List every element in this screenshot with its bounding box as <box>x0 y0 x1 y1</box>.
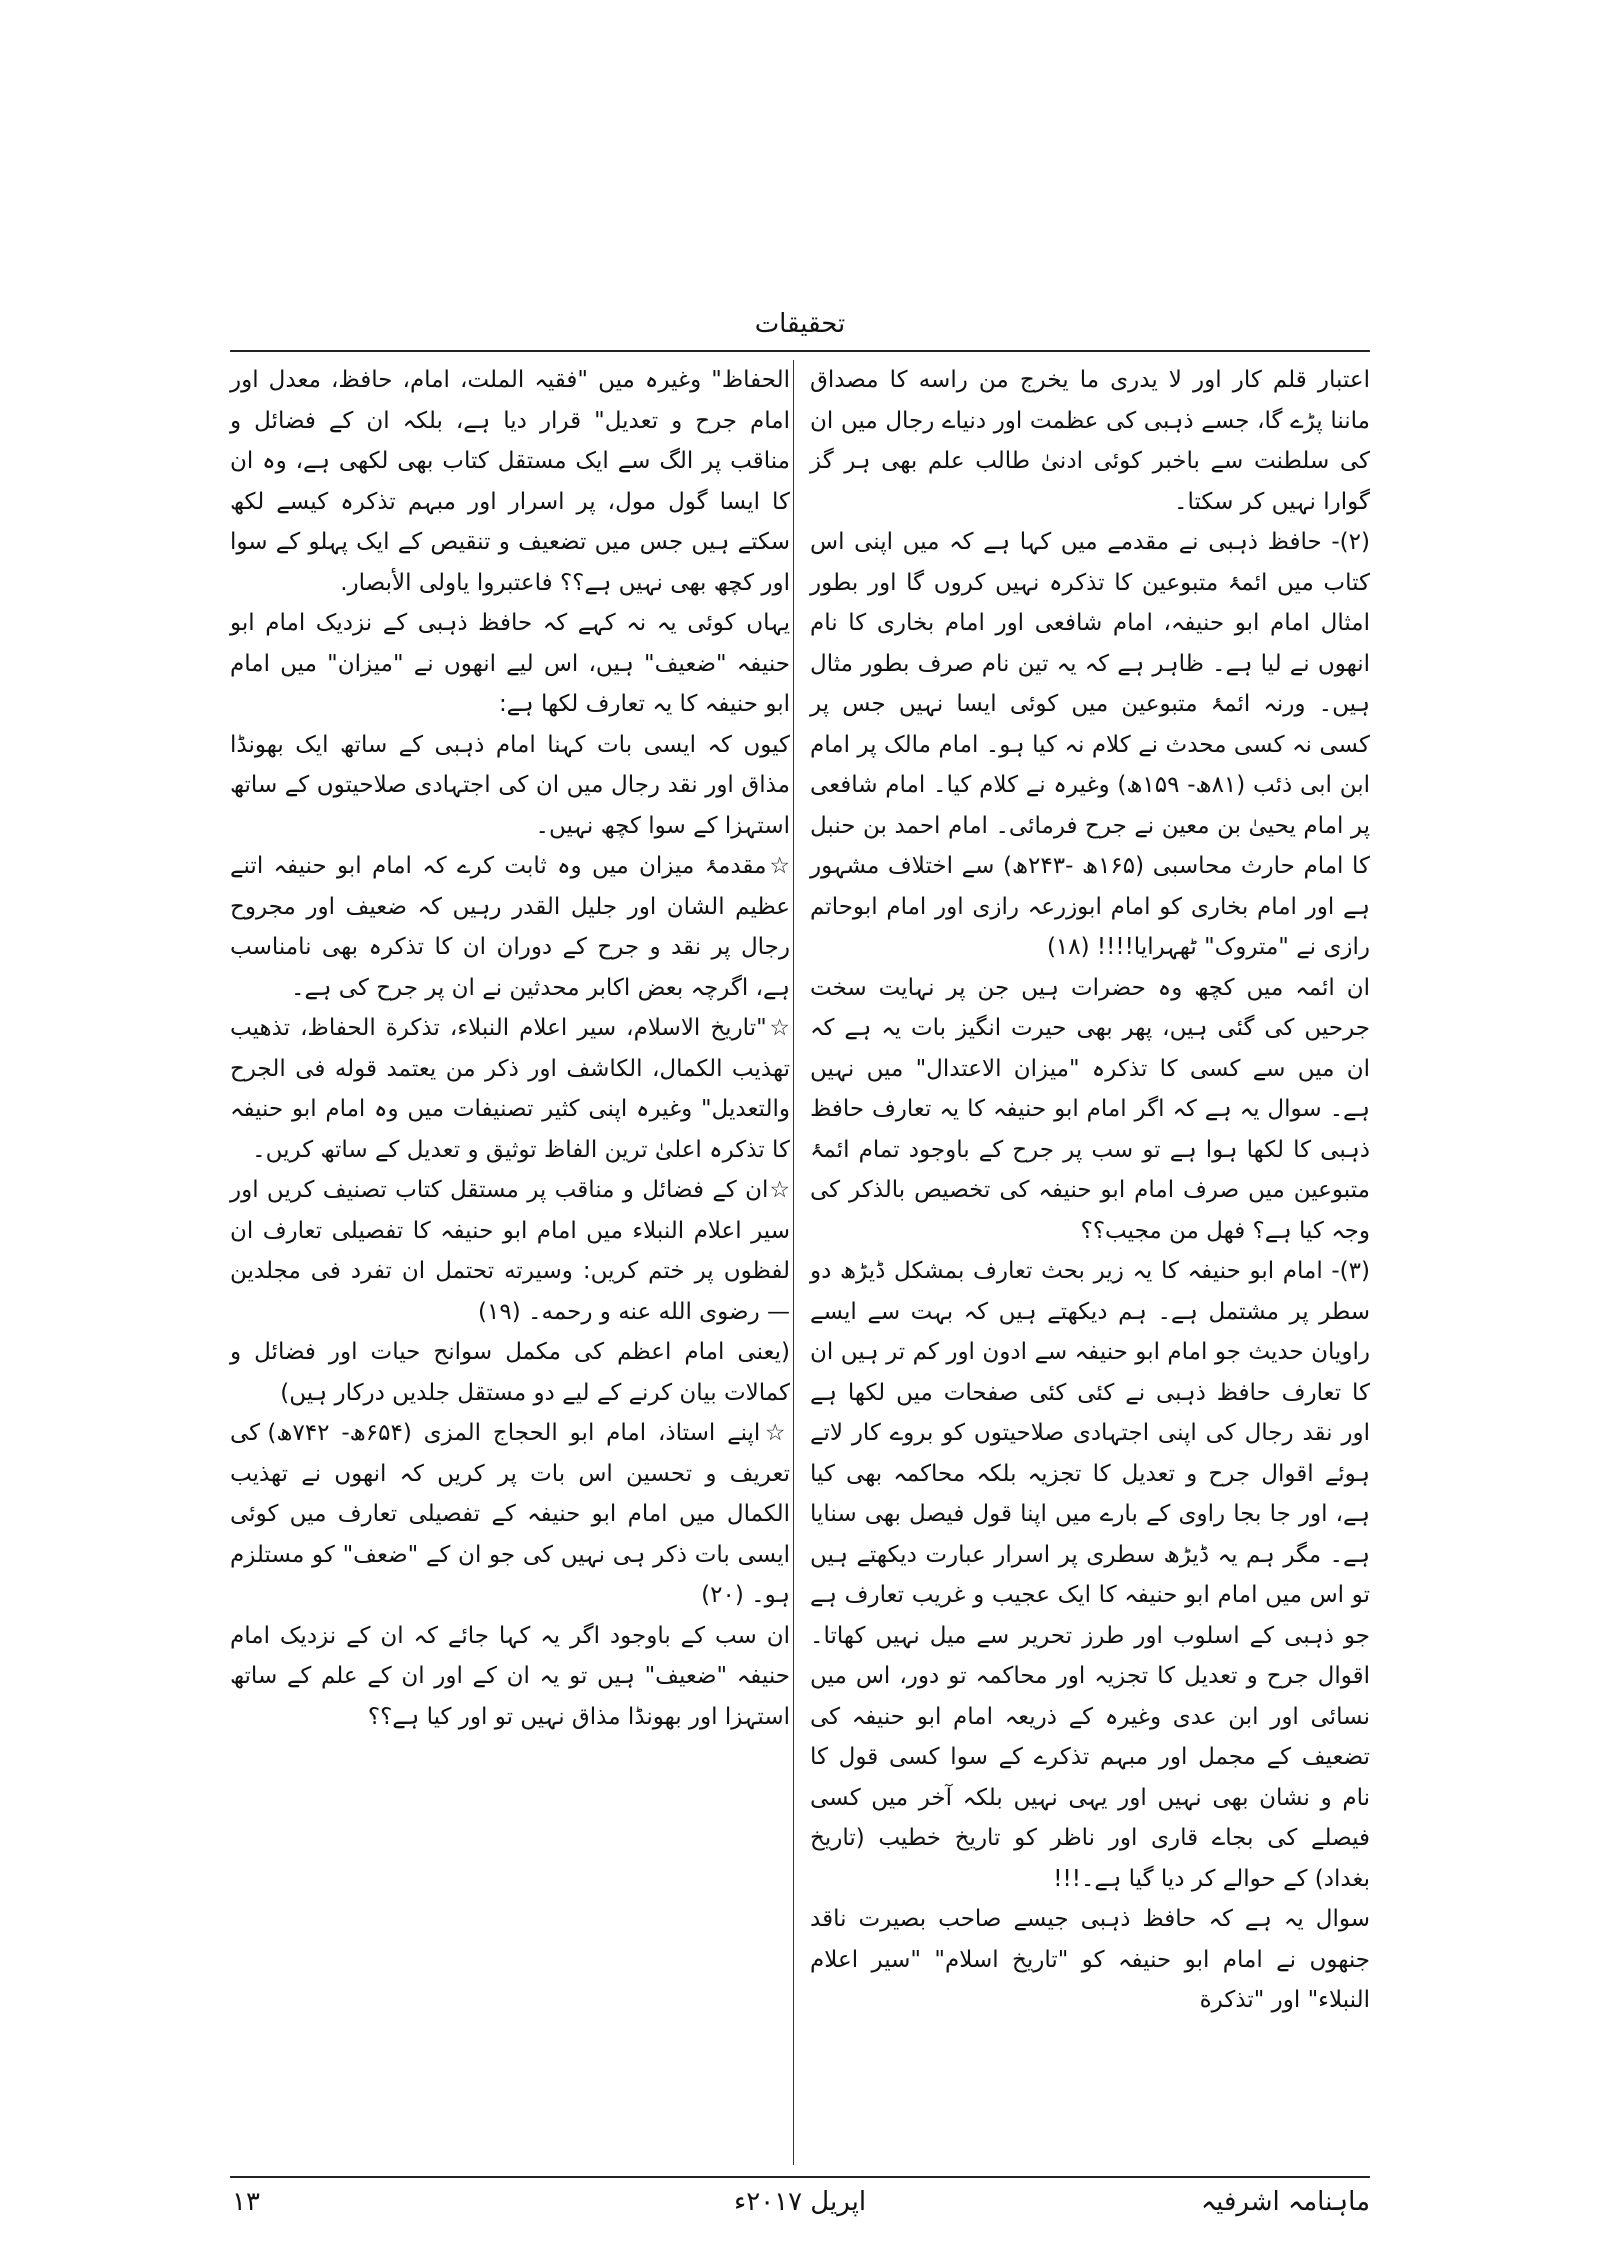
left-column <box>230 360 790 1737</box>
paragraph: ☆مقدمۂ میزان میں وہ ثابت کرے کہ امام ابو حنیفہ اتنے عظیم الشان اور جلیل القدر رہیں کہ ضعیف اور مجروح رجال پر نقد و جرح کے دوران ان کا تذکرہ بھی نامناسب ہے، اگرچہ بعض اکابر محدثین نے ان پر جرح کی ہے۔ <box>230 853 790 1001</box>
paragraph: سوال یہ ہے کہ حافظ ذہبی جیسے صاحب بصیرت ناقد جنھوں نے امام ابو حنیفہ کو "تاریخ اسلام" "سیر اعلام النبلاء" اور "تذکرة <box>810 1906 1370 2013</box>
paragraph: ☆اپنے استاذ، امام ابو الحجاج المزی (۶۵۴ھ- ۷۴۲ھ) کی تعریف و تحسین اس بات پر کریں کہ انھوں نے تهذیب الکمال میں امام ابو حنیفہ کے تفصیلی تعارف میں کوئی ایسی بات ذکر ہی نہیں کی جو ان کے "ضعف" کو مستلزم ہو۔ (۲۰) <box>230 1420 790 1608</box>
column-divider <box>793 360 794 2165</box>
paragraph: اعتبار قلم کار اور لا یدری ما یخرج من راسه کا مصداق ماننا پڑے گا، جسے ذہبی کی عظمت اور دنیاے رجال میں ان کی سلطنت سے باخبر کوئی ادنیٰ طالب علم بھی ہر گز گوارا نہیں کر سکتا۔ <box>810 367 1370 515</box>
footer-magazine-name: ماہنامہ اشرفیہ <box>1200 2187 1370 2217</box>
footer-rule <box>230 2176 1370 2178</box>
paragraph: ان سب کے باوجود اگر یہ کہا جائے کہ ان کے نزدیک امام حنیفہ "ضعیف" ہیں تو یہ ان کے اور ان کے علم کے ساتھ استہزا اور بھونڈا مذاق نہیں تو اور کیا ہے؟؟ <box>230 1622 790 1730</box>
paragraph: ☆ان کے فضائل و مناقب پر مستقل کتاب تصنیف کریں اور سیر اعلام النبلاء میں امام ابو حنیفہ کا تفصیلی تعارف ان لفظوں پر ختم کریں: وسیرته تحتمل ان تفرد فی مجلدین — رضوی الله عنه و رحمه۔ (۱۹) <box>230 1177 790 1325</box>
paragraph: (یعنی امام اعظم کی مکمل سوانح حیات اور فضائل و کمالات بیان کرنے کے لیے دو مستقل جلدیں درکار ہیں) <box>230 1339 790 1406</box>
paragraph: ان ائمہ میں کچھ وہ حضرات ہیں جن پر نہایت سخت جرحیں کی گئی ہیں، پھر بھی حیرت انگیز بات یہ ہے کہ ان میں سے کسی کا تذکرہ "میزان الاعتدال" میں نہیں ہے۔ سوال یہ ہے کہ اگر امام ابو حنیفہ کا یہ تعارف حافظ ذہبی کا لکھا ہوا ہے تو سب پر جرح کے باوجود تمام ائمۂ متبوعین میں صرف امام ابو حنیفہ کی تخصیص بالذکر کی وجہ کیا ہے؟ فهل من مجیب؟؟ <box>810 974 1370 1244</box>
page-header-title: تحقیقات <box>754 309 846 339</box>
paragraph: الحفاظ" وغیرہ میں "فقیہ الملت، امام، حافظ، معدل اور امام جرح و تعدیل" قرار دیا ہے، بلکہ ان کے فضائل و مناقب پر الگ سے ایک مستقل کتاب بھی لکھی ہے، وہ ان کا ایسا گول مول، پر اسرار اور مبہم تذکرہ کیسے لکھ سکتے ہیں جس میں تضعیف و تنقیص کے ایک پہلو کے سوا اور کچھ بھی نہیں ہے؟؟ فاعتبروا یاولی الأبصار. <box>230 367 790 596</box>
paragraph: (۳)- امام ابو حنیفہ کا یہ زیر بحث تعارف بمشکل ڈیڑھ دو سطر پر مشتمل ہے۔ ہم دیکھتے ہیں کہ بہت سے ایسے راویان حدیث جو امام ابو حنیفہ سے ادون اور کم تر ہیں ان کا تعارف حافظ ذہبی نے کئی کئی صفحات میں لکھا ہے اور نقد رجال کی اپنی اجتہادی صلاحیتوں کو بروے کار لاتے ہوئے اقوال جرح و تعدیل کا تجزیہ بلکہ محاکمہ بھی کیا ہے، اور جا بجا راوی کے بارے میں اپنا قول فیصل بھی سنایا ہے۔ مگر ہم یہ ڈیڑھ سطری پر اسرار عبارت دیکھتے ہیں تو اس میں امام ابو حنیفہ کا ایک عجیب و غریب تعارف ہے جو ذہبی کے اسلوب اور طرز تحریر سے میل نہیں کھاتا۔ اقوال جرح و تعدیل کا تجزیہ اور محاکمہ تو دور، اس میں نسائی اور ابن عدی وغیرہ کے ذریعہ امام ابو حنیفہ کی تضعیف کے مجمل اور مبہم تذکرے کے سوا کسی قول کا نام و نشان بھی نہیں اور یہی نہیں بلکہ آخر میں کسی فیصلے کی بجاے قاری اور ناظر کو تاریخ خطیب (تاریخ بغداد) کے حوالے کر دیا گیا ہے۔!!! <box>810 1258 1370 1892</box>
footer-date: اپریل ۲۰۱۷ء <box>733 2187 867 2217</box>
paragraph: ☆"تاریخ الاسلام، سیر اعلام النبلاء، تذکرة الحفاظ، تذهیب تهذیب الکمال، الکاشف اور ذکر من یعتمد قوله فی الجرح والتعدیل" وغیرہ اپنی کثیر تصنیفات میں وہ امام ابو حنیفہ کا تذکرہ اعلیٰ ترین الفاظ توثیق و تعدیل کے ساتھ کریں۔ <box>230 1015 790 1163</box>
paragraph: یہاں کوئی یہ نہ کہے کہ حافظ ذہبی کے نزدیک امام ابو حنیفہ "ضعیف" ہیں، اس لیے انھوں نے "میزان" میں امام ابو حنیفہ کا یہ تعارف لکھا ہے: <box>230 610 790 717</box>
paragraph: کیوں کہ ایسی بات کہنا امام ذہبی کے ساتھ ایک بھونڈا مذاق اور نقد رجال میں ان کی اجتہادی صلاحیتوں کے ساتھ استہزا کے سوا کچھ نہیں۔ <box>230 731 790 839</box>
paragraph: (۲)- حافظ ذہبی نے مقدمے میں کہا ہے کہ میں اپنی اس کتاب میں ائمۂ متبوعین کا تذکرہ نہیں کروں گا اور بطور امثال امام ابو حنیفہ، امام شافعی اور امام بخاری کا نام انھوں نے لیا ہے۔ ظاہر ہے کہ یہ تین نام صرف بطور مثال ہیں۔ ورنہ ائمۂ متبوعین میں کوئی ایسا نہیں جس پر کسی نہ کسی محدث نے کلام نہ کیا ہو۔ امام مالک پر امام ابن ابی ذئب (۸۱ھ- ۱۵۹ھ) وغیرہ نے کلام کیا۔ امام شافعی پر امام یحییٰ بن معین نے جرح فرمائی۔ امام احمد بن حنبل کا امام حارث محاسبی (۱۶۵ھ -۲۴۳ھ) سے اختلاف مشہور ہے اور امام بخاری کو امام ابوزرعہ رازی اور امام ابوحاتم رازی نے "متروک" ٹھہرایا!!!! (۱۸) <box>810 529 1370 960</box>
right-column <box>810 360 1370 2021</box>
header-rule <box>230 350 1370 352</box>
page-number: ۱۳ <box>232 2187 260 2217</box>
